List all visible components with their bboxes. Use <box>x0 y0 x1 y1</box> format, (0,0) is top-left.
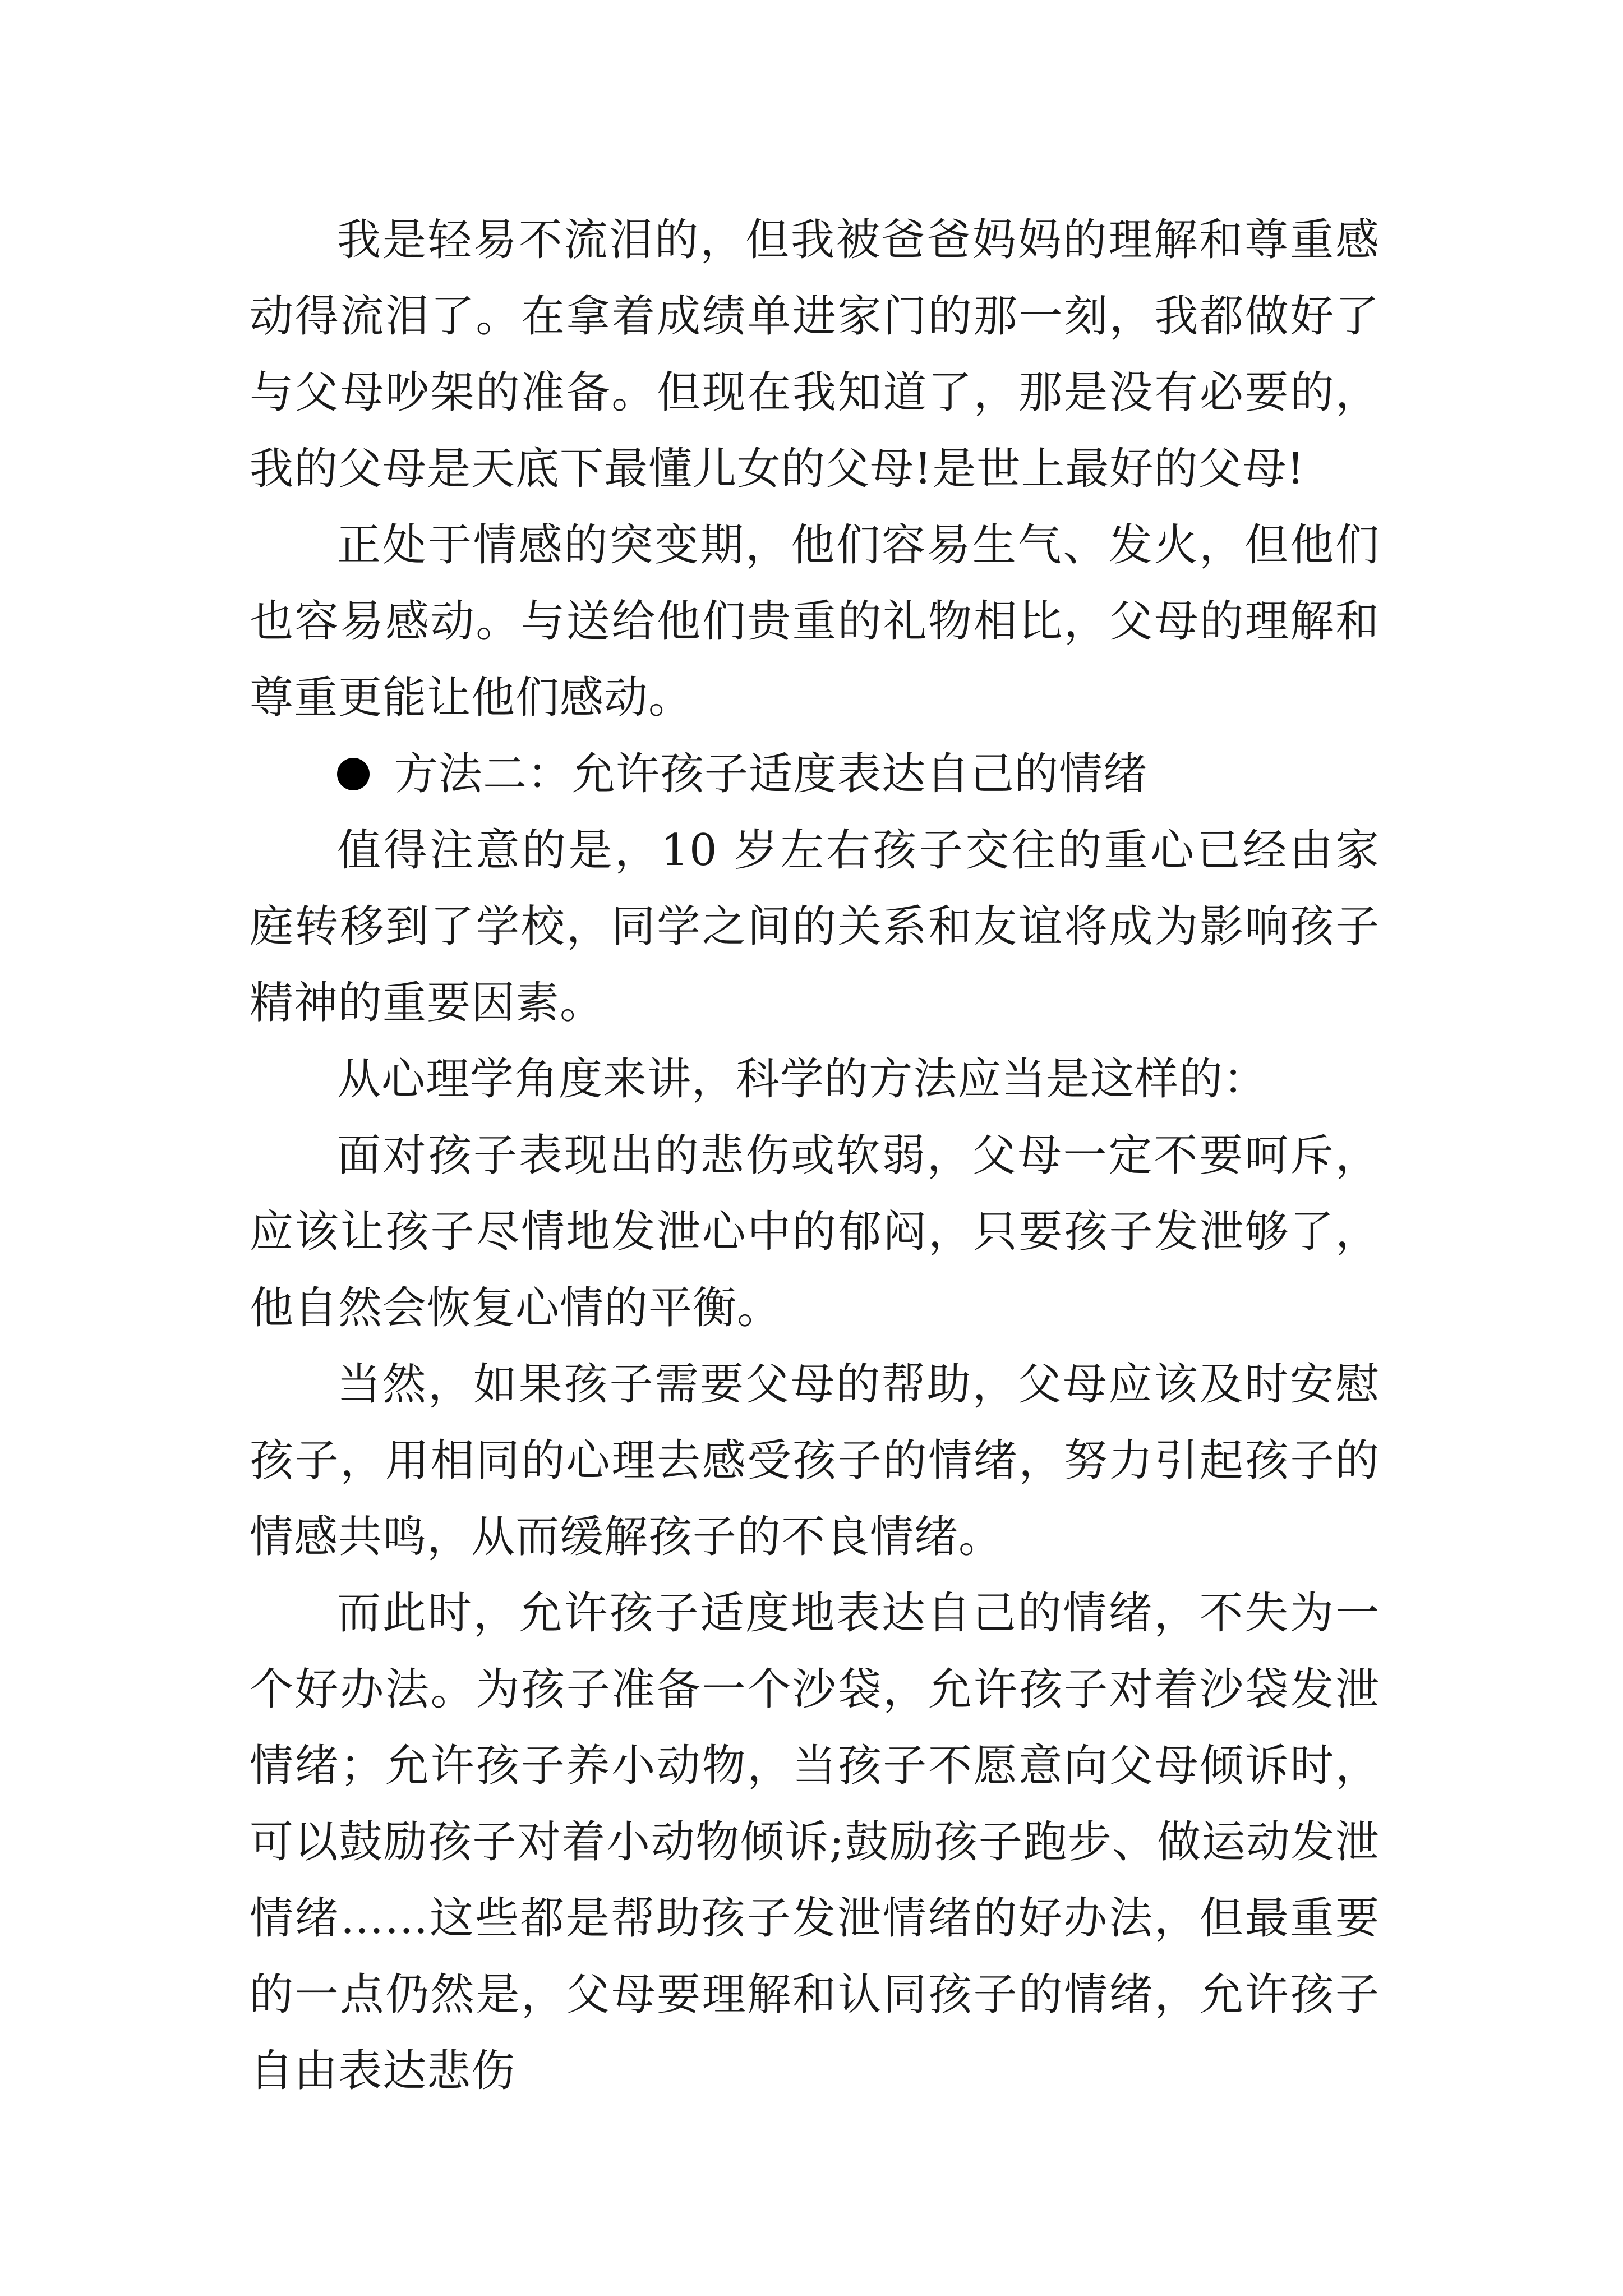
paragraph-7: 而此时，允许孩子适度地表达自己的情绪，不失为一个好办法。为孩子准备一个沙袋，允许孩子对着沙袋发泄情绪；允许孩子养小动物，当孩子不愿意向父母倾诉时，可以鼓励孩子对着小动物倾诉;鼓励孩子跑步、做运动发泄情绪……这些都是帮助孩子发泄情绪的好办法，但最重要的一点仍然是，父母要理解和认同孩子的情绪，允许孩子自由表达悲伤 <box>250 1588 1380 2096</box>
paragraph-5: 面对孩子表现出的悲伤或软弱，父母一定不要呵斥，应该让孩子尽情地发泄心中的郁闷，只要孩子发泄够了，他自然会恢复心情的平衡。 <box>250 1130 1380 1333</box>
section-heading <box>250 736 1380 812</box>
section-heading-text: 方法二：允许孩子适度表达自己的情绪 <box>394 749 1148 799</box>
body-text <box>250 202 1380 2109</box>
paragraph-6: 当然，如果孩子需要父母的帮助，父母应该及时安慰孩子，用相同的心理去感受孩子的情绪，努力引起孩子的情感共鸣，从而缓解孩子的不良情绪。 <box>250 1359 1380 1562</box>
paragraph-1: 我是轻易不流泪的，但我被爸爸妈妈的理解和尊重感动得流泪了。在拿着成绩单进家门的那一刻，我都做好了与父母吵架的准备。但现在我知道了，那是没有必要的，我的父母是天底下最懂儿女的父母!是世上最好的父母! <box>250 215 1380 494</box>
paragraph-4: 从心理学角度来讲，科学的方法应当是这样的： <box>337 1054 1268 1105</box>
bullet-icon <box>337 758 370 790</box>
paragraph-2: 正处于情感的突变期，他们容易生气、发火，但他们也容易感动。与送给他们贵重的礼物相比，父母的理解和尊重更能让他们感动。 <box>250 520 1380 723</box>
paragraph-3: 值得注意的是，10 岁左右孩子交往的重心已经由家庭转移到了学校，同学之间的关系和友谊将成为影响孩子精神的重要因素。 <box>250 825 1380 1028</box>
